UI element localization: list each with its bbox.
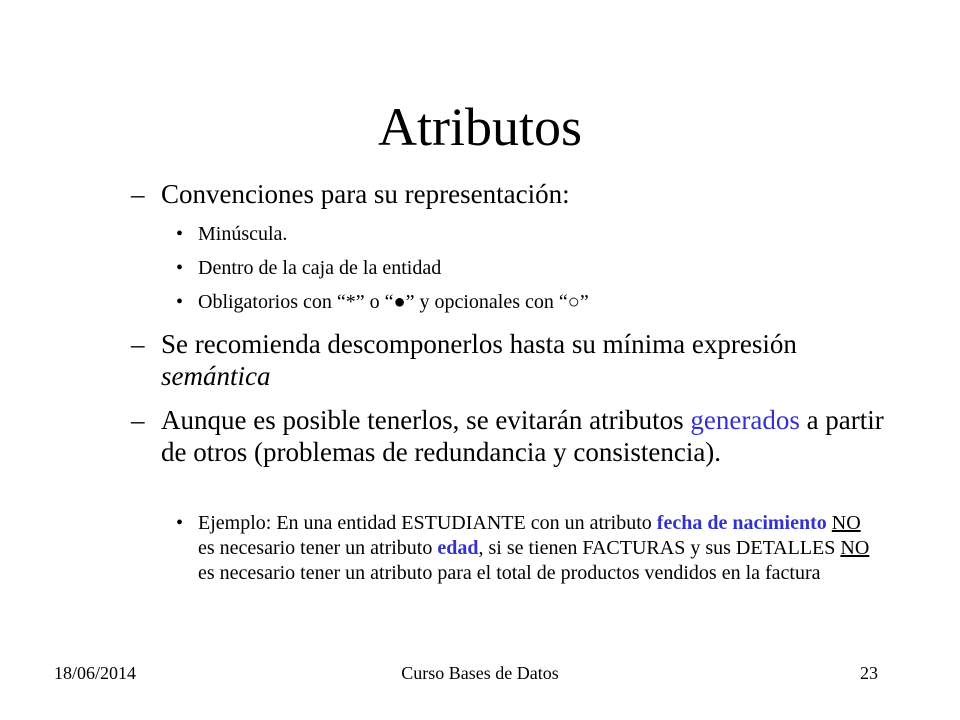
footer-course: Curso Bases de Datos xyxy=(401,663,559,683)
point-text-a: Aunque es posible tenerlos, se evitarán atributos xyxy=(161,405,691,435)
highlight-fecha-nacimiento: fecha de nacimiento xyxy=(656,512,827,534)
subpoint-mandatory xyxy=(176,290,896,315)
point-text-b: a partir de otros (problemas de redundancia y consistencia). xyxy=(161,405,884,467)
footer-page-number: 23 xyxy=(860,663,878,683)
subpoint-text: Minúscula. xyxy=(198,223,288,245)
bullet-dot: • xyxy=(176,257,184,279)
footer-date: 18/06/2014 xyxy=(54,663,137,683)
point-text: Convenciones para su representación: xyxy=(161,179,570,209)
subpoint-text: Obligatorios con “*” o “●” y opcionales con “○” xyxy=(198,291,589,313)
subpoint-inside-box xyxy=(176,256,896,281)
point-conventions xyxy=(131,178,891,210)
bullet-dot: • xyxy=(176,291,184,313)
point-text xyxy=(161,404,891,468)
emphasis-semantica: semántica xyxy=(161,361,271,391)
dash-bullet: – xyxy=(131,179,145,209)
bullet-dot: • xyxy=(176,512,184,534)
dash-bullet: – xyxy=(131,329,145,359)
example-text-5: es necesario tener un atributo para el total de productos vendidos en la factura xyxy=(198,562,821,584)
point-decompose xyxy=(131,328,891,392)
example-text xyxy=(198,511,876,586)
point-avoid-generated xyxy=(131,404,891,468)
example-text-3: es necesario tener un atributo xyxy=(198,537,438,559)
subpoint-lowercase xyxy=(176,222,896,247)
point-text xyxy=(161,328,891,392)
example-text-4: , si se tienen FACTURAS y sus DETALLES xyxy=(478,537,841,559)
dash-bullet: – xyxy=(131,405,145,435)
underline-no-1: NO xyxy=(831,512,861,534)
slide-title: Atributos xyxy=(377,97,582,157)
bullet-dot: • xyxy=(176,223,184,245)
example-text-1: Ejemplo: En una entidad ESTUDIANTE con un atributo xyxy=(198,512,657,534)
highlight-generados: generados xyxy=(690,405,800,435)
highlight-edad: edad xyxy=(437,537,479,559)
subpoint-text: Dentro de la caja de la entidad xyxy=(198,257,442,279)
point-text-main: Se recomienda descomponerlos hasta su mínima expresión xyxy=(161,329,797,359)
underline-no-2: NO xyxy=(840,537,870,559)
subpoint-example xyxy=(176,511,876,586)
